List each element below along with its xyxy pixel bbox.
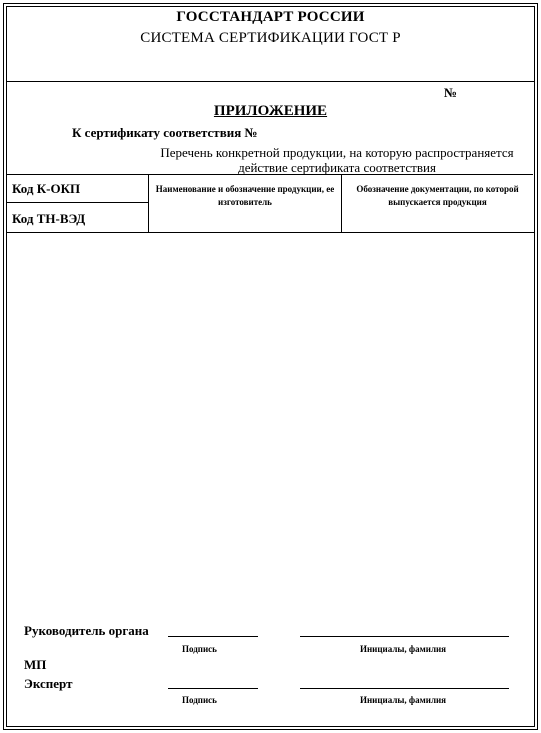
certificate-line: К сертификату соответствия № [72, 125, 258, 140]
table-bottom-rule [6, 232, 535, 233]
product-name-header: Наименование и обозначение продукции, ее изготовитель [149, 175, 342, 233]
head-initials-line [300, 636, 509, 637]
stamp-label: МП [24, 657, 47, 672]
list-description [147, 145, 527, 175]
expert-signature-caption: Подпись [182, 695, 217, 705]
head-signature-line [168, 636, 258, 637]
head-initials-caption: Инициалы, фамилия [360, 644, 447, 654]
appendix-title: ПРИЛОЖЕНИЕ [213, 103, 328, 119]
expert-signature-line [168, 688, 258, 689]
product-table [6, 174, 533, 233]
code-tnved-header: Код ТН-ВЭД [6, 203, 149, 233]
documentation-header: Обозначение документации, по которой выпускается продукция [356, 184, 519, 207]
header-title: ГОССТАНДАРТ РОССИИ [176, 9, 365, 25]
head-signature-caption: Подпись [182, 644, 217, 654]
list-description-line1: Перечень конкретной продукции, на которую распространяется [160, 145, 514, 160]
number-mark: № [444, 85, 458, 100]
code-okp-header: Код К-ОКП [6, 175, 149, 203]
expert-initials-caption: Инициалы, фамилия [360, 695, 447, 705]
expert-label: Эксперт [24, 676, 73, 691]
header-subtitle: СИСТЕМА СЕРТИФИКАЦИИ ГОСТ Р [140, 30, 401, 46]
expert-initials-line [300, 688, 509, 689]
list-description-line2: действие сертификата соответствия [238, 160, 436, 175]
head-label: Руководитель органа [24, 623, 149, 638]
